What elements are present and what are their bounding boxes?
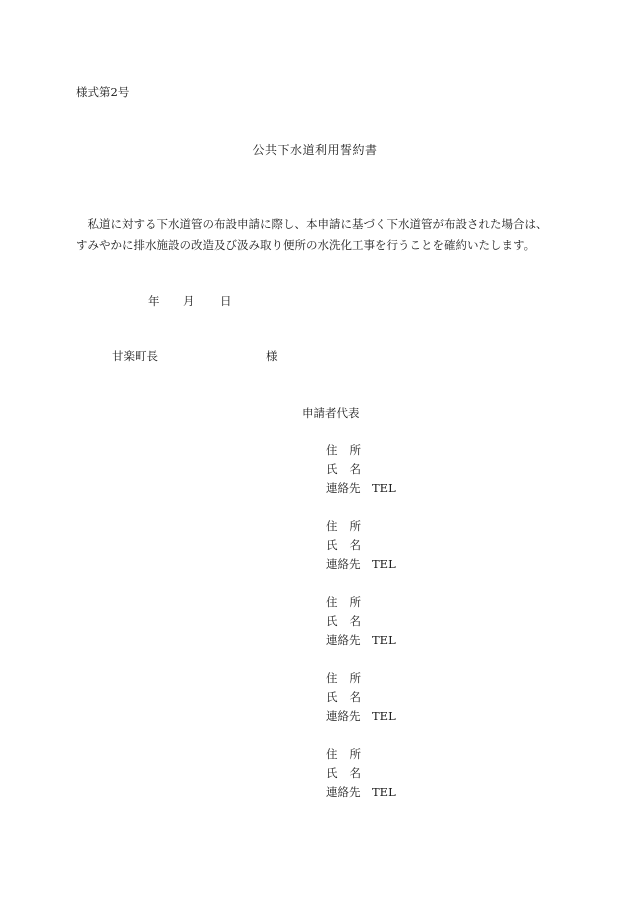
address-row xyxy=(326,669,396,688)
form-number: 様式第2号 xyxy=(76,85,130,99)
name-label: 氏 名 xyxy=(326,462,361,476)
name-label: 氏 名 xyxy=(326,766,361,780)
document-title-text: 公共下水道利用誓約書 xyxy=(252,143,378,157)
name-row xyxy=(326,764,396,783)
pledge-line-1: 私道に対する下水道管の布設申請に際し、本申請に基づく下水道管が布設された場合は、 xyxy=(87,217,548,231)
address-row xyxy=(326,517,396,536)
address-row xyxy=(326,441,396,460)
name-row xyxy=(326,536,396,555)
name-label: 氏 名 xyxy=(326,538,361,552)
address-label: 住 所 xyxy=(326,747,361,761)
date-day-label: 日 xyxy=(220,294,232,308)
address-label: 住 所 xyxy=(326,595,361,609)
honorific: 様 xyxy=(266,349,278,363)
tel-label: TEL xyxy=(372,785,396,799)
applicant-block xyxy=(326,669,396,726)
address-row xyxy=(326,745,396,764)
name-row xyxy=(326,612,396,631)
tel-label: TEL xyxy=(372,709,396,723)
document-title xyxy=(0,141,630,158)
applicant-block xyxy=(326,441,396,498)
contact-label: 連絡先 xyxy=(326,633,361,647)
tel-label: TEL xyxy=(372,633,396,647)
pledge-line-2: すみやかに排水施設の改造及び汲み取り便所の水洗化工事を行うことを確約いたします。 xyxy=(76,238,536,252)
applicant-block xyxy=(326,745,396,802)
pledge-text xyxy=(76,214,566,256)
contact-label: 連絡先 xyxy=(326,557,361,571)
contact-row xyxy=(326,631,396,650)
contact-label: 連絡先 xyxy=(326,785,361,799)
name-label: 氏 名 xyxy=(326,690,361,704)
address-row xyxy=(326,593,396,612)
applicant-block xyxy=(326,517,396,574)
tel-label: TEL xyxy=(372,557,396,571)
addressee: 甘楽町長 xyxy=(112,349,158,363)
date-month-label: 月 xyxy=(183,294,195,308)
name-row xyxy=(326,688,396,707)
contact-row xyxy=(326,783,396,802)
representative-label: 申請者代表 xyxy=(302,406,360,420)
contact-label: 連絡先 xyxy=(326,481,361,495)
contact-row xyxy=(326,555,396,574)
name-label: 氏 名 xyxy=(326,614,361,628)
contact-row xyxy=(326,479,396,498)
name-row xyxy=(326,460,396,479)
date-year-label: 年 xyxy=(148,294,160,308)
tel-label: TEL xyxy=(372,481,396,495)
contact-row xyxy=(326,707,396,726)
address-label: 住 所 xyxy=(326,519,361,533)
applicant-block xyxy=(326,593,396,650)
contact-label: 連絡先 xyxy=(326,709,361,723)
address-label: 住 所 xyxy=(326,443,361,457)
address-label: 住 所 xyxy=(326,671,361,685)
